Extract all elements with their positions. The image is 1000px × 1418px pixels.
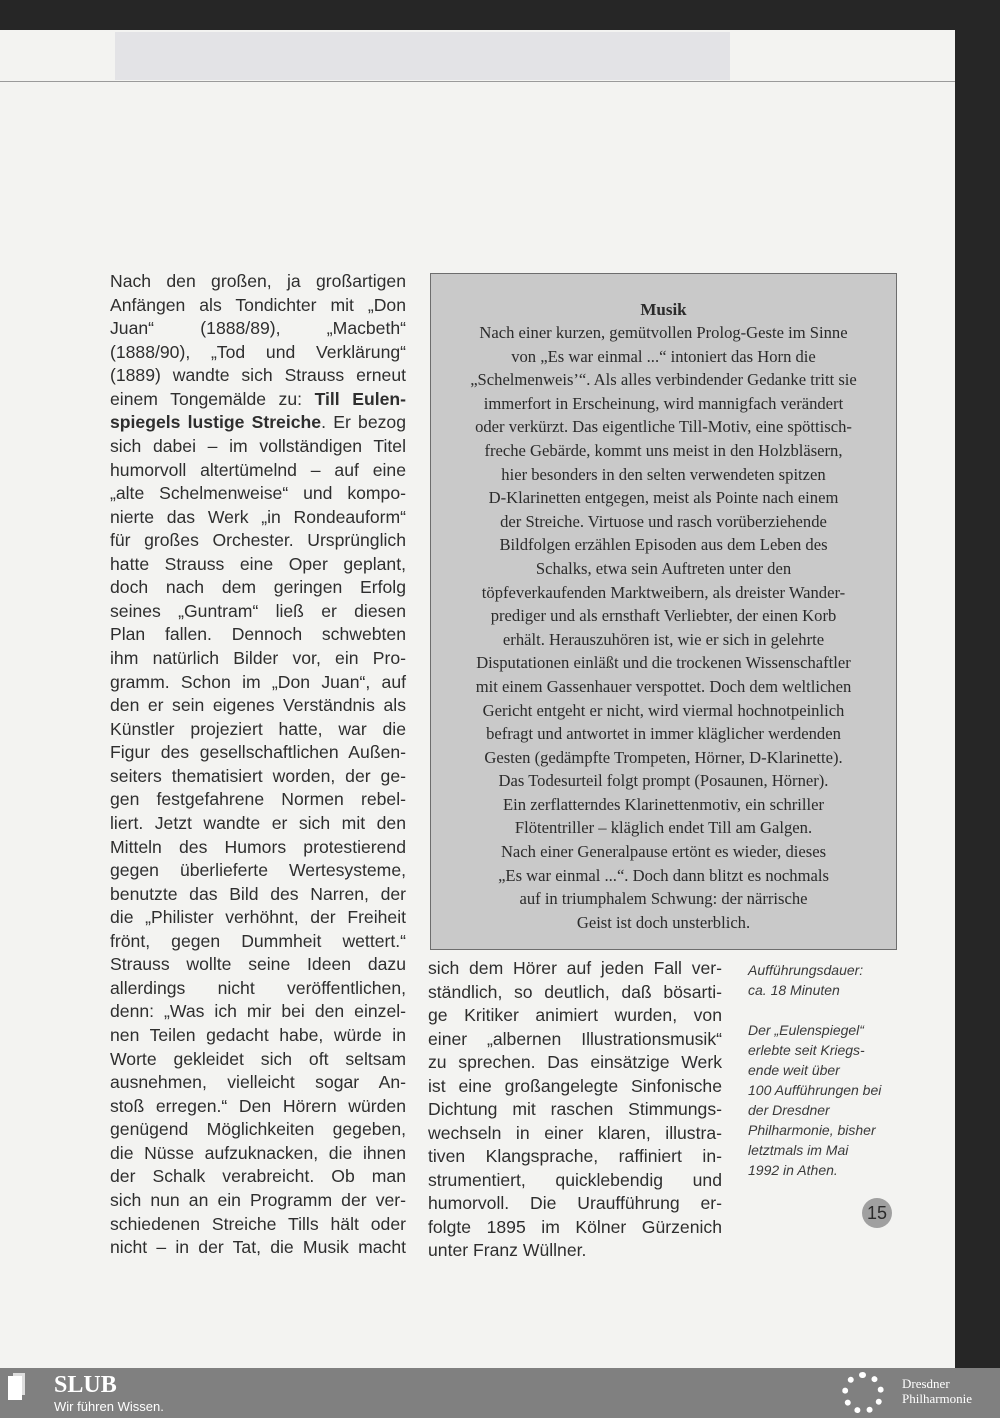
text-line: liert. Jetzt wandte er sich mit den <box>110 812 406 833</box>
text-line: Das Todesurteil folgt prompt (Posaunen, Hörner). <box>498 771 829 791</box>
text-line: allerdings nicht veröffentlichen, <box>110 977 406 998</box>
text-line: der Streiche. Virtuose und rasch vorüberziehende <box>500 511 827 531</box>
text-line: Schalks, etwa sein Auftreten unter den <box>535 558 792 578</box>
header-strip <box>115 32 730 80</box>
philharmonie-line2: Philharmonie <box>902 1391 973 1406</box>
text-line: Disputationen einläßt und die trockenen Wissenschaftler <box>476 653 851 673</box>
text-line: seiters thematisiert worden, der ge- <box>110 765 406 786</box>
text-line: (1889) wandte sich Strauss erneut <box>110 365 406 386</box>
left-column-text <box>110 270 406 1260</box>
bold-title-text: spiegels lustige Streiche <box>110 412 322 433</box>
text-line: nierte das Werk „in Rondeauform“ <box>110 506 406 527</box>
text-line: tiven Klangsprache, raffiniert in- <box>428 1146 722 1166</box>
philharmonie-logo-text[interactable] <box>902 1376 972 1406</box>
text-line: die Nüsse aufzuknacken, die ihnen <box>110 1142 406 1163</box>
text-line: doch nach dem geringen Erfolg <box>110 577 406 598</box>
text-line: Plan fallen. Dennoch schwebten <box>110 624 406 645</box>
text-line: Anfängen als Tondichter mit „Don <box>110 294 406 315</box>
text-line: Künstler projeziert hatte, war die <box>110 718 406 739</box>
page <box>0 30 955 1368</box>
slub-logo-text[interactable]: SLUB <box>54 1372 117 1398</box>
text-line: einer „albernen Illustrationsmusik“ <box>428 1028 722 1049</box>
text-line: humorvoll altertümelnd – auf eine <box>110 459 406 480</box>
text-line: Flötentriller – kläglich endet Till am Galgen. <box>514 818 813 838</box>
text-line: immerfort in Erscheinung, wird mannigfach verändert <box>483 393 844 413</box>
text-line: folgte 1895 im Kölner Gürzenich <box>428 1216 722 1237</box>
philharmonie-sun-icon <box>842 1372 884 1414</box>
text-line: 1992 in Athen. <box>748 1162 838 1178</box>
text-line: sich dabei – im vollständigen Titel <box>110 435 406 456</box>
music-box-title: Musik <box>640 300 687 319</box>
text-line: mit einem Gassenhauer verspottet. Doch dem weltlichen <box>475 676 852 696</box>
philharmonie-line1: Dresdner <box>902 1376 950 1391</box>
slub-tagline: Wir führen Wissen. <box>54 1399 164 1414</box>
text-line: prediger und als ernsthaft Verliebter, der einen Korb <box>490 606 837 626</box>
text-line: nicht – in der Tat, die Musik macht <box>110 1237 406 1258</box>
text-line <box>110 388 406 412</box>
text-line: den er sein eigenes Verständnis als <box>110 695 406 716</box>
text-line: von „Es war einmal ...“ intoniert das Horn die <box>511 346 816 366</box>
sidenote-history <box>748 1020 908 1180</box>
text-line: Gericht entgeht er nicht, wird viermal hochnotpeinlich <box>482 700 845 720</box>
text-line: ausnehmen, vielleicht sogar An- <box>110 1072 406 1093</box>
text-line: Der „Eulenspiegel“ <box>748 1022 864 1038</box>
text-line: „Es war einmal ...“. Doch dann blitzt es nochmals <box>498 865 829 885</box>
text-line: erhält. Herauszuhören ist, wie er sich in gelehrte <box>502 629 825 649</box>
text-line: sich nun an ein Programm der ver- <box>110 1189 406 1210</box>
text-line: Worte gekleidet sich oft seltsam <box>110 1048 406 1069</box>
text-line: gramm. Schon im „Don Juan“, auf <box>110 671 406 692</box>
text-line: „Schelmenweis’“. Als alles verbindender Gedanke tritt sie <box>470 370 857 390</box>
text-line: sich dem Hörer auf jeden Fall ver- <box>428 958 722 978</box>
middle-column-text <box>428 957 722 1263</box>
text-line: strumentiert, quicklebendig und <box>428 1169 722 1190</box>
text-line: Nach einer Generalpause ertönt es wieder, dieses <box>500 842 827 862</box>
text-line: gen festgefahrene Normen rebel- <box>110 789 406 810</box>
text-line: Strauss wollte seine Ideen dazu <box>110 954 406 975</box>
text-line: Figur des gesellschaftlichen Außen- <box>110 742 406 763</box>
text-line: (1888/90), „Tod und Verklärung“ <box>110 341 406 362</box>
header-divider <box>0 81 955 82</box>
text-line: töpfeverkaufenden Marktweibern, als dreister Wander- <box>481 582 846 602</box>
text-line: die „Philister verhöhnt, der Freiheit <box>110 907 406 928</box>
text-line: denn: „Was ich mir bei den einzel- <box>110 1001 406 1022</box>
text-line: der Schalk verabreicht. Ob man <box>110 1166 406 1187</box>
text-line: genügend Möglichkeiten gegeben, <box>110 1119 406 1140</box>
footer-bar <box>0 1368 1000 1418</box>
text-line: für großes Orchester. Ursprünglich <box>110 530 406 551</box>
text-line: freche Gebärde, kommt uns meist in den Holzbläsern, <box>484 440 843 460</box>
music-info-box <box>430 273 897 950</box>
text-line: D-Klarinetten entgegen, meist als Pointe nach einem <box>488 488 839 508</box>
text-line: Gesten (gedämpfte Trompeten, Hörner, D-Klarinette). <box>484 747 843 767</box>
text-line: frönt, gegen Dummheit wettert.“ <box>110 930 406 951</box>
text-line <box>110 411 406 435</box>
text-line: seines „Guntram“ ließ er diesen <box>110 600 406 621</box>
text-line: letztmals im Mai <box>748 1142 849 1158</box>
text-line: hatte Strauss eine Oper geplant, <box>110 553 406 574</box>
sidenote-duration <box>748 960 908 1000</box>
text-line: ge Kritiker animiert wurden, von <box>428 1005 722 1025</box>
text-line: oder verkürzt. Das eigentliche Till-Motiv, eine spöttisch- <box>475 417 852 437</box>
text-line: nen Teilen gedacht habe, würde in <box>110 1025 406 1045</box>
slub-book-icon <box>8 1376 22 1400</box>
text-line: hier besonders in den selten verwendeten spitzen <box>501 464 826 484</box>
text-line: ständlich, so deutlich, daß bösarti- <box>428 981 722 1002</box>
text-line: Nach einer kurzen, gemütvollen Prolog-Geste im Sinne <box>479 323 848 342</box>
text-segment: . Er bezog <box>321 412 406 433</box>
bold-title-text: Till Eulen- <box>314 388 406 409</box>
text-line: 100 Aufführungen bei <box>748 1082 882 1098</box>
text-line: befragt und antwortet in immer kläglicher werdenden <box>486 724 841 744</box>
text-line: humorvoll. Die Uraufführung er- <box>428 1193 722 1213</box>
text-line: ist eine großangelegte Sinfonische <box>428 1075 722 1096</box>
text-line: gegen überlieferte Wertesysteme, <box>110 860 406 881</box>
text-line: ihm natürlich Bilder vor, ein Pro- <box>110 648 406 668</box>
text-line: erlebte seit Kriegs- <box>748 1042 865 1058</box>
text-line: Philharmonie, bisher <box>748 1122 876 1138</box>
text-line: ca. 18 Minuten <box>748 982 840 998</box>
text-line: wechseln in einer klaren, illustra- <box>428 1122 722 1143</box>
text-line: Bildfolgen erzählen Episoden aus dem Leben des <box>499 535 828 555</box>
text-line: Nach den großen, ja großartigen <box>110 271 406 291</box>
text-line: Dichtung mit raschen Stimmungs- <box>428 1099 722 1119</box>
text-line: Aufführungsdauer: <box>748 962 864 978</box>
page-number: 15 <box>862 1198 892 1228</box>
text-line: ende weit über <box>748 1062 840 1078</box>
text-line: unter Franz Wüllner. <box>428 1240 587 1260</box>
text-line: Mitteln des Humors protestierend <box>110 836 406 857</box>
text-line: „alte Schelmenweise“ und kompo- <box>110 483 406 504</box>
text-line: stoß erregen.“ Den Hörern würden <box>110 1095 406 1116</box>
text-line: der Dresdner <box>748 1102 830 1118</box>
text-line: zu sprechen. Das einsätzige Werk <box>428 1052 722 1072</box>
text-line: benutzte das Bild des Narren, der <box>110 883 406 904</box>
text-line: Ein zerflatterndes Klarinettenmotiv, ein schriller <box>503 794 824 814</box>
text-line: schiedenen Streiche Tills hält oder <box>110 1213 406 1234</box>
text-line: Geist ist doch unsterblich. <box>576 912 751 932</box>
text-segment: einem Tongemälde zu: <box>110 388 315 409</box>
text-line: auf in triumphalem Schwung: der närrische <box>519 889 808 909</box>
music-box-body <box>431 321 896 934</box>
text-line: Juan“ (1888/89), „Macbeth“ <box>110 318 406 339</box>
